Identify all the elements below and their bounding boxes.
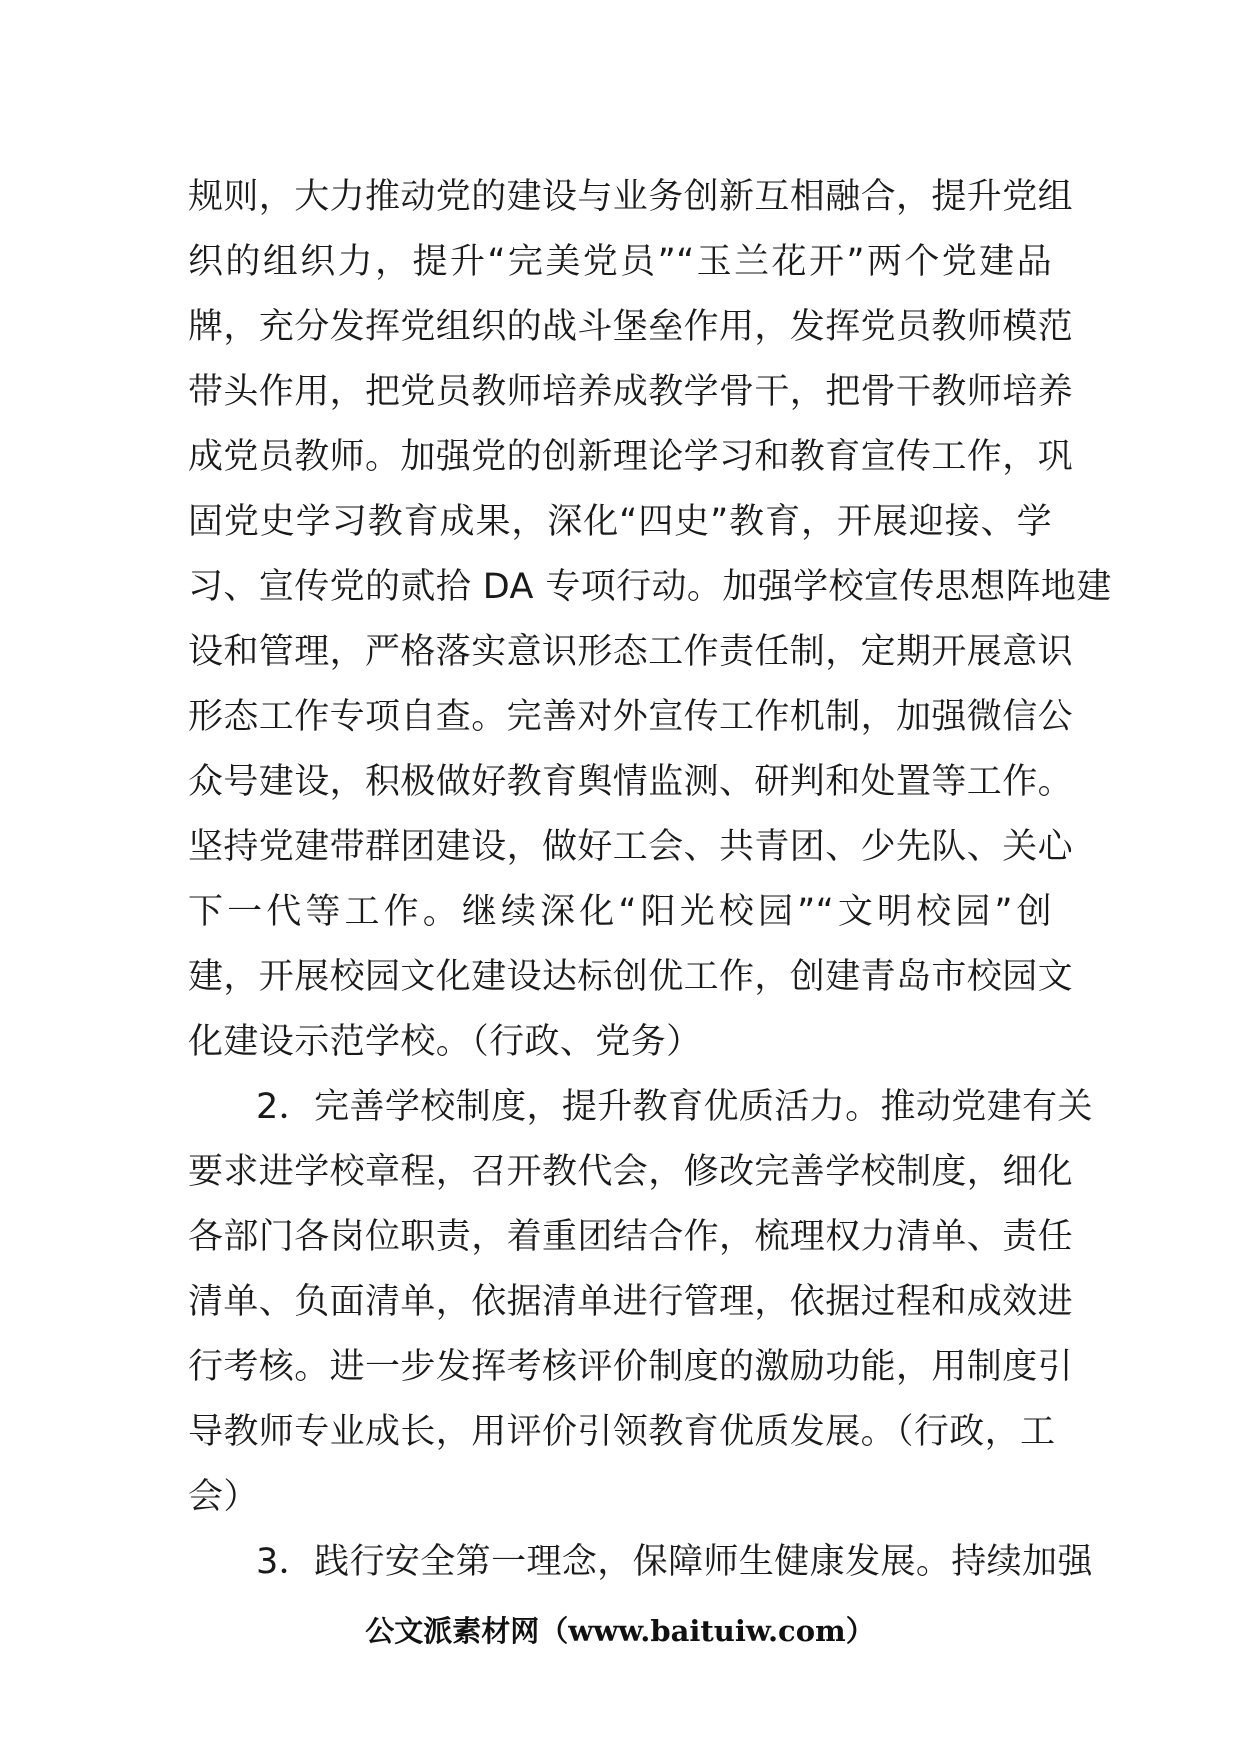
text-line: 规则，大力推动党的建设与业务创新互相融合，提升党组 xyxy=(188,177,1074,217)
text-line: 行考核。进一步发挥考核评价制度的激励功能，用制度引 xyxy=(188,1347,1074,1387)
text-line: 要求进学校章程，召开教代会，修改完善学校制度，细化 xyxy=(188,1152,1074,1192)
text-line: 化建设示范学校。（行政、党务） xyxy=(188,1022,702,1062)
text-line: 成党员教师。加强党的创新理论学习和教育宣传工作，巩 xyxy=(188,437,1074,477)
text-line: 建，开展校园文化建设达标创优工作，创建青岛市校园文 xyxy=(188,957,1074,997)
text-line: 习、宣传党的贰拾 DA 专项行动。加强学校宣传思想阵地建 xyxy=(188,567,1112,607)
footer-watermark-text: 公文派素材网（www.baituiw.com） xyxy=(365,1614,875,1648)
paragraph-start-line: 2．完善学校制度，提升教育优质活力。推动党建有关 xyxy=(256,1087,1093,1127)
text-line: 形态工作专项自查。完善对外宣传工作机制，加强微信公 xyxy=(188,697,1074,737)
paragraph-start-line: 3．践行安全第一理念，保障师生健康发展。持续加强 xyxy=(256,1542,1093,1582)
text-line: 下一代等工作。继续深化“阳光校园”“文明校园”创 xyxy=(188,892,1052,932)
text-line: 牌，充分发挥党组织的战斗堡垒作用，发挥党员教师模范 xyxy=(188,307,1074,347)
text-line: 众号建设，积极做好教育舆情监测、研判和处置等工作。 xyxy=(188,762,1074,802)
text-line: 坚持党建带群团建设，做好工会、共青团、少先队、关心 xyxy=(188,827,1074,867)
text-line: 各部门各岗位职责，着重团结合作，梳理权力清单、责任 xyxy=(188,1217,1074,1257)
text-line: 织的组织力，提升“完美党员”“玉兰花开”两个党建品 xyxy=(188,242,1052,282)
document-body xyxy=(188,165,1112,1595)
text-line: 设和管理，严格落实意识形态工作责任制，定期开展意识 xyxy=(188,632,1074,672)
text-line: 会） xyxy=(188,1477,259,1517)
text-line: 固党史学习教育成果，深化“四史”教育，开展迎接、学 xyxy=(188,502,1052,542)
text-line: 导教师专业成长，用评价引领教育优质发展。（行政，工 xyxy=(188,1412,1056,1452)
text-line: 带头作用，把党员教师培养成教学骨干，把骨干教师培养 xyxy=(188,372,1074,412)
text-line: 清单、负面清单，依据清单进行管理，依据过程和成效进 xyxy=(188,1282,1074,1322)
